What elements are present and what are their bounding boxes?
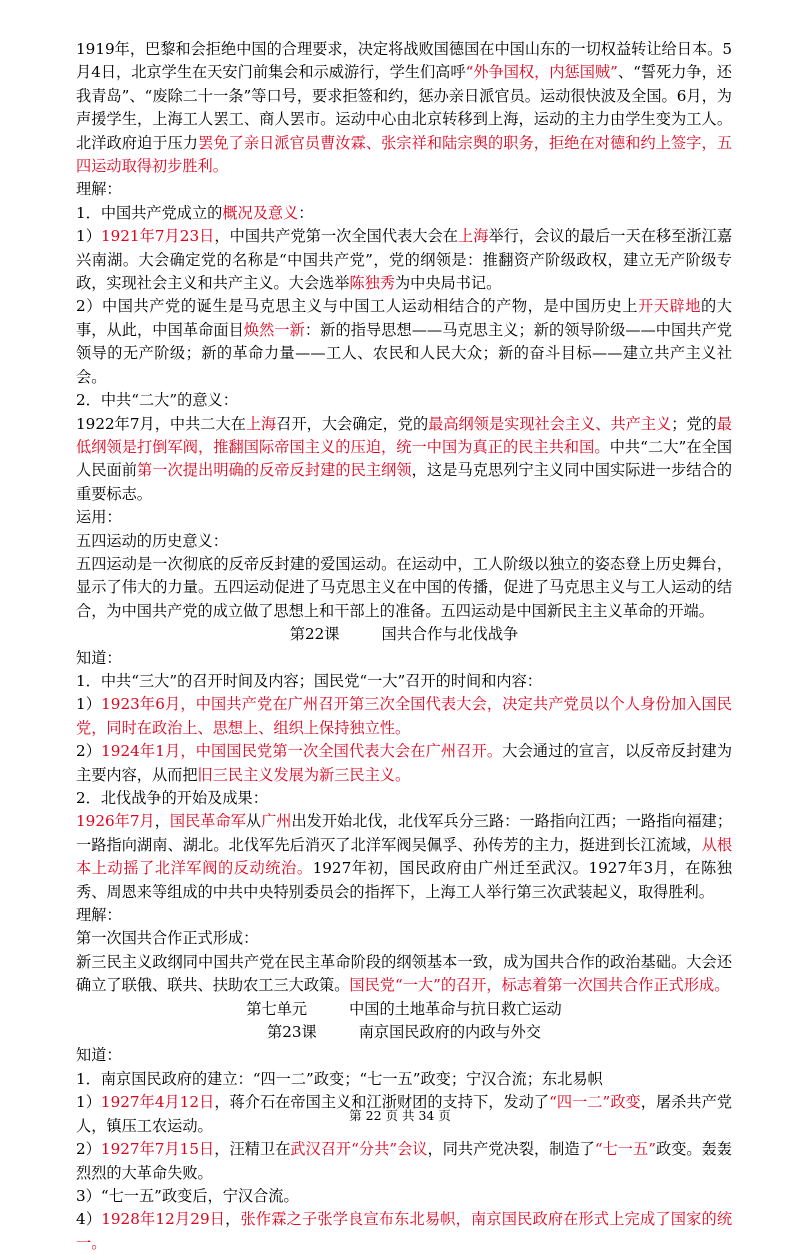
text-run: 1927年初，国民政府由广州迁至武汉。1927年3月，在陈独秀、周恩来等组成的中共中央特别委员会的指挥下，上海工人举行第三次武装起义，取得胜利。 bbox=[76, 859, 732, 901]
paragraph bbox=[76, 670, 732, 693]
highlighted-text: 张作霖之子张学良宣布东北易帜，南京国民政府在形式上完成了国家的统一。 bbox=[76, 1210, 733, 1252]
paragraph bbox=[76, 1068, 732, 1091]
text-run: ，中国共产党第一次全国代表大会在 bbox=[214, 227, 458, 246]
section-title bbox=[76, 623, 732, 646]
text-run: 1） bbox=[76, 227, 101, 246]
text-run: ，屠杀共产党人，镇压工农运动。 bbox=[76, 1093, 733, 1135]
text-run: 1．南京国民政府的建立：“四一二”政变；“七一五”政变；宁汉合流；东北易帜 bbox=[76, 1069, 603, 1088]
paragraph bbox=[76, 389, 732, 412]
paragraph bbox=[76, 506, 732, 529]
paragraph bbox=[76, 1044, 732, 1067]
text-run: 大会通过的宣言，以反帝反封建为主要内容，从而把 bbox=[76, 742, 733, 784]
text-run: 从 bbox=[245, 812, 262, 831]
text-run: 、“誓死力争，还我青岛”、“废除二十一条”等口号，要求拒签和约，惩办亲日派官员。运动很快波及全国。6月，为声援学生，上海工人罢工、商人罢市。运动中心由北京转移到上海，运动的主力由学生变为工人。北洋政府迫于压力 bbox=[76, 63, 732, 152]
paragraph bbox=[76, 1208, 732, 1255]
text-run: 1919年，巴黎和会拒绝中国的合理要求，决定将战败国德国在中国山东的一切权益转让给日本。5月4日，北京学生在天安门前集会和示威游行，学生们高呼 bbox=[76, 40, 732, 82]
text-run: 2．北伐战争的开始及成果： bbox=[76, 789, 268, 807]
section-heading: 南京国民政府的内政与外交 bbox=[358, 1023, 541, 1042]
highlighted-text: 武汉召开“分共”会议 bbox=[290, 1140, 428, 1159]
section-number: 第22课 bbox=[289, 625, 340, 644]
text-run: 2） bbox=[76, 742, 102, 761]
text-run: 1） bbox=[76, 695, 102, 714]
text-run: 3）“七一五”政变后，宁汉合流。 bbox=[76, 1186, 299, 1205]
paragraph bbox=[76, 810, 732, 904]
paragraph bbox=[76, 904, 732, 927]
paragraph bbox=[76, 1185, 732, 1208]
text-run: 理解： bbox=[76, 906, 122, 925]
highlighted-text: 从根本上动摇了北洋军阀的反动统治。 bbox=[76, 835, 733, 878]
paragraph bbox=[76, 178, 732, 201]
highlighted-text: 1924年1月，中国国民党第一次全国代表大会在广州召开。 bbox=[101, 742, 503, 761]
paragraph bbox=[76, 927, 732, 950]
text-run: 中共“二大”在全国人民面前 bbox=[76, 437, 733, 480]
paragraph bbox=[76, 553, 732, 623]
section-heading: 中国的土地革命与抗日救亡运动 bbox=[349, 999, 562, 1018]
highlighted-text: 旧三民主义发展为新三民主义。 bbox=[197, 765, 411, 784]
highlighted-text: 开天辟地 bbox=[637, 297, 702, 316]
highlighted-text: 第一次提出明确的反帝反封建的民主纲领 bbox=[137, 461, 412, 480]
text-run: 1．中国共产党成立的 bbox=[76, 203, 223, 222]
text-run: 知道： bbox=[76, 648, 122, 667]
highlighted-text: 1927年7月15日 bbox=[100, 1140, 215, 1159]
paragraph bbox=[76, 787, 732, 810]
page-footer: 第 22 页 共 34 页 bbox=[349, 1108, 451, 1123]
text-run: ，同共产党决裂，制造了 bbox=[427, 1140, 595, 1159]
paragraph bbox=[76, 951, 732, 998]
highlighted-text: 最高纲领是实现社会主义、共产主义 bbox=[428, 414, 672, 433]
paragraph bbox=[76, 38, 732, 178]
paragraph bbox=[76, 202, 732, 225]
text-run: ，这是马克思列宁主义同中国实际进一步结合的重要标志。 bbox=[76, 461, 733, 503]
text-run: 1） bbox=[76, 1093, 101, 1112]
highlighted-text: “四一二”政变 bbox=[549, 1093, 641, 1112]
section-heading: 国共合作与北伐战争 bbox=[381, 625, 519, 644]
highlighted-text: 罢免了亲日派官员曹汝霖、张宗祥和陆宗舆的职务，拒绝在对德和约上签字，五四运动取得初步胜利。 bbox=[76, 133, 733, 176]
text-run: 新三民主义政纲同中国共产党在民主革命阶段的纲领基本一致，成为国共合作的政治基础。大会还确立了联俄、联共、扶助农工三大政策。 bbox=[76, 952, 732, 995]
text-run: 五四运动是一次彻底的反帝反封建的爱国运动。在运动中，工人阶级以独立的姿态登上历史舞台，显示了伟大的力量。五四运动促进了马克思主义在中国的传播，促进了马克思主义与工人运动的结合，为中国共产党的成立做了思想上和干部上的准备。五四运动是中国新民主主义革命的开端。 bbox=[76, 554, 732, 620]
highlighted-text: 1928年12月29日 bbox=[101, 1210, 226, 1229]
highlighted-text: 焕然一新 bbox=[243, 320, 305, 339]
paragraph bbox=[76, 693, 732, 740]
text-run: 理解： bbox=[76, 180, 122, 199]
text-run: ， bbox=[154, 812, 170, 831]
text-run: ：新的指导思想——马克思主义；新的领导阶级——中国共产党领导的无产阶级；新的革命力量——工人、农民和人民大众；新的奋斗目标——建立共产主义社会。 bbox=[76, 320, 733, 386]
text-run: 举行，会议的最后一天在移至浙江嘉兴南湖。大会确定党的名称是“中国共产党”，党的纲领是：推翻资产阶级政权，建立无产阶级专政，实现社会主义和共产主义。大会选举 bbox=[76, 227, 733, 293]
text-run: 的大事，从此，中国革命面目 bbox=[76, 297, 732, 339]
text-run: 2．中共“二大”的意义： bbox=[76, 391, 238, 410]
highlighted-text: 1926年7月 bbox=[76, 812, 155, 831]
text-run: 运用： bbox=[76, 508, 122, 527]
text-run: 2） bbox=[76, 1140, 101, 1159]
highlighted-text: 上海 bbox=[245, 414, 277, 433]
section-number: 第七单元 bbox=[246, 999, 308, 1018]
text-run: ，蒋介石在帝国主义和江浙财团的支持下，发动了 bbox=[214, 1093, 550, 1112]
text-run: 4） bbox=[76, 1210, 102, 1229]
text-run: 召开，大会确定，党的 bbox=[276, 414, 429, 433]
section-number: 第23课 bbox=[267, 1023, 317, 1042]
text-run: 五四运动的历史意义： bbox=[76, 531, 228, 550]
section-title bbox=[76, 998, 732, 1021]
highlighted-text: 1921年7月23日 bbox=[100, 227, 215, 246]
highlighted-text: 最低纲领是打倒军阀，推翻国际帝国主义的压迫，统一中国为真正的民主共和国。 bbox=[76, 414, 733, 456]
text-run: 第一次国共合作正式形成： bbox=[76, 929, 259, 948]
text-run: ；党的 bbox=[671, 414, 717, 433]
text-run: 出发开始北伐，北伐军兵分三路：一路指向江西；一路指向福建；一路指向湖南、湖北。北伐军先后消灭了北洋军阀吴佩孚、孙传芳的主力，挺进到长江流域， bbox=[76, 812, 733, 854]
paragraph bbox=[76, 740, 732, 787]
text-run: 知道： bbox=[76, 1046, 122, 1065]
section-title bbox=[76, 1021, 732, 1044]
highlighted-text: 广州 bbox=[261, 812, 292, 831]
text-run: 为中央局书记。 bbox=[394, 274, 502, 293]
paragraph bbox=[76, 647, 732, 670]
text-run: 2）中国共产党的诞生是马克思主义与中国工人运动相结合的产物，是中国历史上 bbox=[76, 297, 638, 316]
paragraph bbox=[76, 413, 732, 507]
text-run: 1．中共“三大”的召开时间及内容；国民党“一大”召开的时间和内容： bbox=[76, 671, 542, 690]
highlighted-text: 1927年4月12日 bbox=[100, 1093, 215, 1112]
highlighted-text: 陈独秀 bbox=[349, 274, 395, 293]
highlighted-text: 1923年6月，中国共产党在广州召开第三次全国代表大会，决定共产党员以个人身份加入国民党，同时在政治上、思想上、组织上保持独立性。 bbox=[76, 695, 732, 737]
text-run: 1922年7月，中共二大在 bbox=[76, 414, 246, 433]
text-run: ： bbox=[298, 203, 314, 222]
highlighted-text: 概况及意义 bbox=[222, 203, 299, 222]
document-body bbox=[76, 38, 732, 1255]
highlighted-text: “七一五” bbox=[594, 1140, 656, 1159]
paragraph bbox=[76, 1138, 732, 1185]
text-run: 政变。轰轰烈烈的大革命失败。 bbox=[76, 1140, 733, 1182]
text-run: ， bbox=[225, 1210, 241, 1229]
highlighted-text: 国民革命军 bbox=[169, 812, 246, 831]
highlighted-text: 国民党“一大”的召开，标志着第一次国共合作正式形成。 bbox=[349, 976, 730, 995]
highlighted-text: “外争国权，内惩国贼” bbox=[465, 63, 618, 82]
paragraph bbox=[76, 295, 732, 389]
text-run: ，汪精卫在 bbox=[214, 1140, 291, 1159]
paragraph bbox=[76, 530, 732, 553]
paragraph bbox=[76, 225, 732, 295]
highlighted-text: 上海 bbox=[458, 227, 489, 246]
